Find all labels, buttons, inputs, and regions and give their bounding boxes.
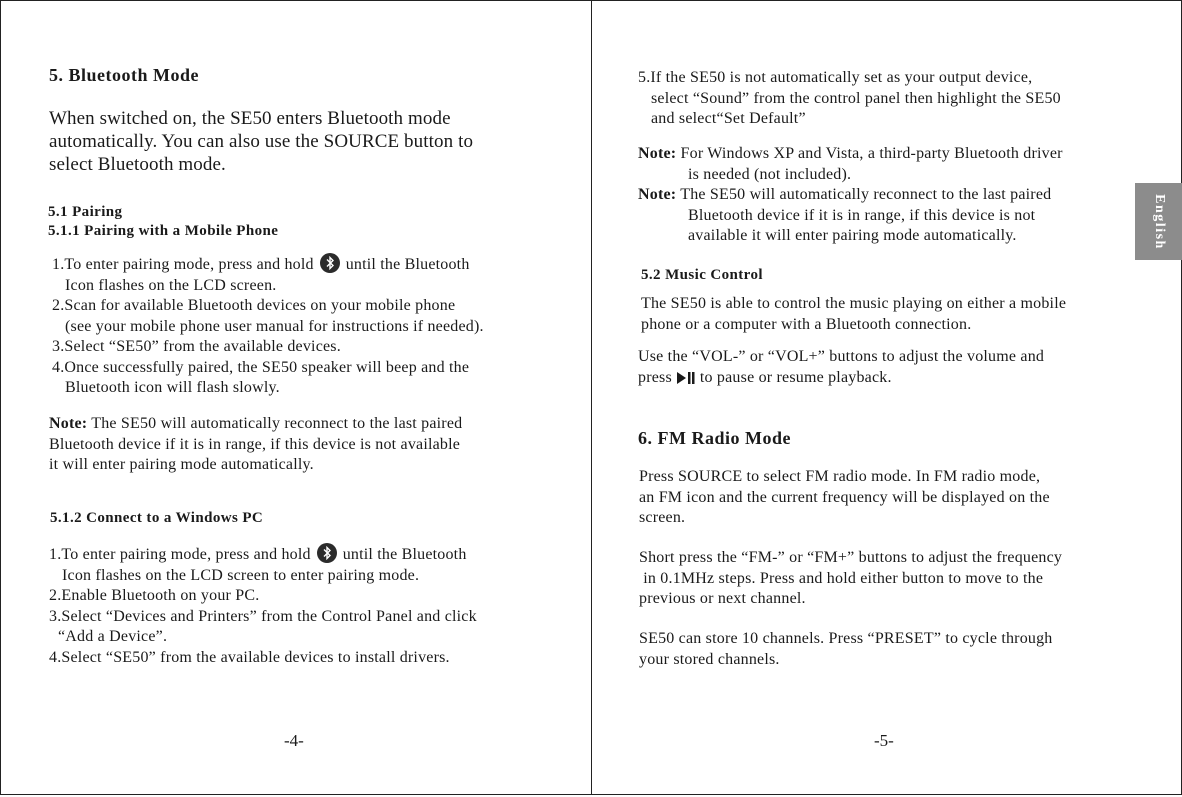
mobile-pairing-heading: 5.1.1 Pairing with a Mobile Phone [48,223,279,239]
fm-paragraph-3: SE50 can store 10 channels. Press “PRESET” to cycle through your stored channels. [639,630,1053,668]
page-number-left: -4- [284,731,304,750]
bluetooth-icon [320,253,340,273]
play-pause-icon [676,370,696,391]
page-number-right: -5- [874,731,894,750]
volume-text: Use the “VOL-” or “VOL+” buttons to adjust the volume and press to pause or resume playback. [638,347,1044,390]
set-default-step: 5.If the SE50 is not automatically set as your output device, select “Sound” from the control panel then highlight the SE50 and select“Set Default” [638,69,1061,127]
bluetooth-mode-heading: 5. Bluetooth Mode [49,65,199,85]
windows-pc-steps: 1.To enter pairing mode, press and hold until the Bluetooth Icon flashes on the LCD screen to enter pairing mode. 2.Enable Bluetooth on your PC. 3.Select “Devices and Printers” from the Control Panel and click “Add a Device”. 4.Select “SE50” from the available devices to install drivers. [49,543,477,668]
fm-paragraph-1: Press SOURCE to select FM radio mode. In FM radio mode, an FM icon and the current frequency will be displayed on the screen. [639,468,1050,526]
driver-note: Note: For Windows XP and Vista, a third-party Bluetooth driver is needed (not included). Note: The SE50 will automatically reconnect to the last paired Bluetooth device if it is in range, if this device is not available it will enter pairing mode automatically. [638,145,1063,244]
fm-paragraph-2: Short press the “FM-” or “FM+” buttons to adjust the frequency in 0.1MHz steps. Press and hold either button to move to the previous or next channel. [639,549,1063,607]
fm-radio-heading: 6. FM Radio Mode [638,428,791,448]
music-control-text: The SE50 is able to control the music playing on either a mobile phone or a computer with a Bluetooth connection. [641,295,1067,333]
note-label: Note: [638,145,677,162]
mobile-pairing-steps: 1.To enter pairing mode, press and hold until the Bluetooth Icon flashes on the LCD screen. 2.Scan for available Bluetooth devices on your mobile phone (see your mobile phone user manual for instructions if needed). 3.Select “SE50” from the available devices. 4.Once successfully paired, the SE50 speaker will beep and the Bluetooth icon will flash slowly. [52,253,484,399]
note-label: Note: [638,186,677,203]
pairing-note: Note: The SE50 will automatically reconnect to the last paired Bluetooth device if it is in range, if this device is not available it will enter pairing mode automatically. [49,415,463,473]
bluetooth-intro: When switched on, the SE50 enters Bluetooth mode automatically. You can also use the SOURCE button to select Bluetooth mode. [49,108,474,175]
note-label: Note: [49,415,88,432]
bluetooth-icon [317,543,337,563]
windows-pc-heading: 5.1.2 Connect to a Windows PC [50,510,264,526]
pairing-heading: 5.1 Pairing [48,204,123,220]
language-tab: English [1135,183,1182,260]
music-control-heading: 5.2 Music Control [641,267,763,283]
